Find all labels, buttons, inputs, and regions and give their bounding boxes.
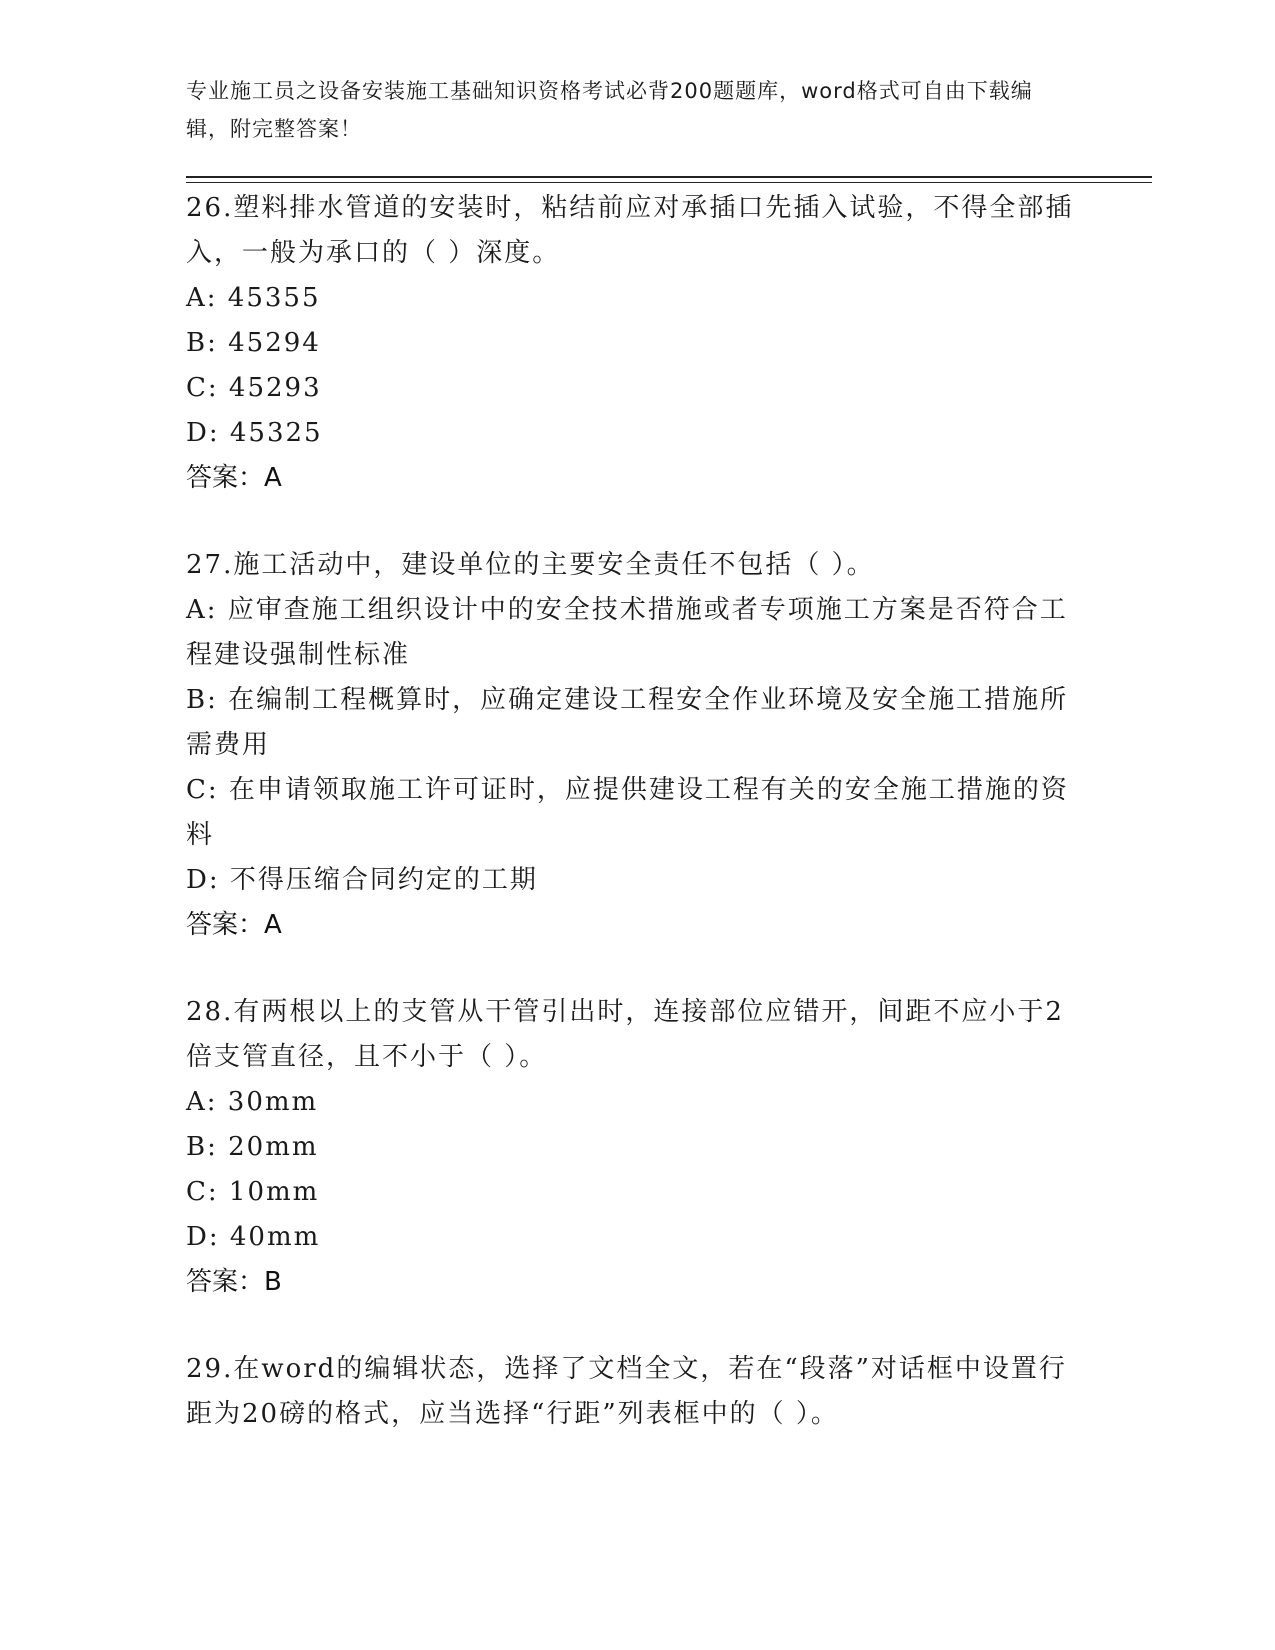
option-b: B: 20mm bbox=[186, 1132, 319, 1162]
question-stem: 26.塑料排水管道的安装时，粘结前应对承插口先插入试验，不得全部插入，一般为承口的（ ）深度。 bbox=[186, 193, 1074, 268]
option-d: D: 45325 bbox=[186, 418, 323, 448]
question-27 bbox=[186, 543, 1086, 948]
answer-line: 答案：A bbox=[186, 463, 282, 493]
question-28 bbox=[186, 990, 1086, 1305]
question-list bbox=[186, 186, 1086, 1479]
header-rule-thick bbox=[186, 176, 1152, 178]
option-c: C: 10mm bbox=[186, 1177, 320, 1207]
option-a: A: 30mm bbox=[186, 1087, 319, 1117]
question-stem: 28.有两根以上的支管从干管引出时，连接部位应错开，间距不应小于2倍支管直径，且不小于（ ）。 bbox=[186, 997, 1064, 1072]
option-a: A: 45355 bbox=[186, 283, 321, 313]
answer-line: 答案：A bbox=[186, 910, 282, 940]
answer-line: 答案：B bbox=[186, 1267, 282, 1297]
question-stem: 29.在word的编辑状态，选择了文档全文，若在“段落”对话框中设置行距为20磅的格式，应当选择“行距”列表框中的（ ）。 bbox=[186, 1354, 1067, 1429]
option-c: C: 在申请领取施工许可证时，应提供建设工程有关的安全施工措施的资料 bbox=[186, 775, 1069, 850]
option-c: C: 45293 bbox=[186, 373, 322, 403]
option-b: B: 在编制工程概算时，应确定建设工程安全作业环境及安全施工措施所需费用 bbox=[186, 685, 1069, 760]
question-stem: 27.施工活动中，建设单位的主要安全责任不包括（ ）。 bbox=[186, 550, 875, 580]
option-d: D: 不得压缩合同约定的工期 bbox=[186, 865, 538, 895]
option-a: A: 应审查施工组织设计中的安全技术措施或者专项施工方案是否符合工程建设强制性标准 bbox=[186, 595, 1068, 670]
question-26 bbox=[186, 186, 1086, 501]
option-d: D: 40mm bbox=[186, 1222, 321, 1252]
question-29 bbox=[186, 1347, 1086, 1437]
document-header: 专业施工员之设备安装施工基础知识资格考试必背200题题库，word格式可自由下载编辑，附完整答案！ bbox=[186, 79, 1033, 141]
option-b: B: 45294 bbox=[186, 328, 321, 358]
header-rule-thin bbox=[186, 182, 1152, 183]
